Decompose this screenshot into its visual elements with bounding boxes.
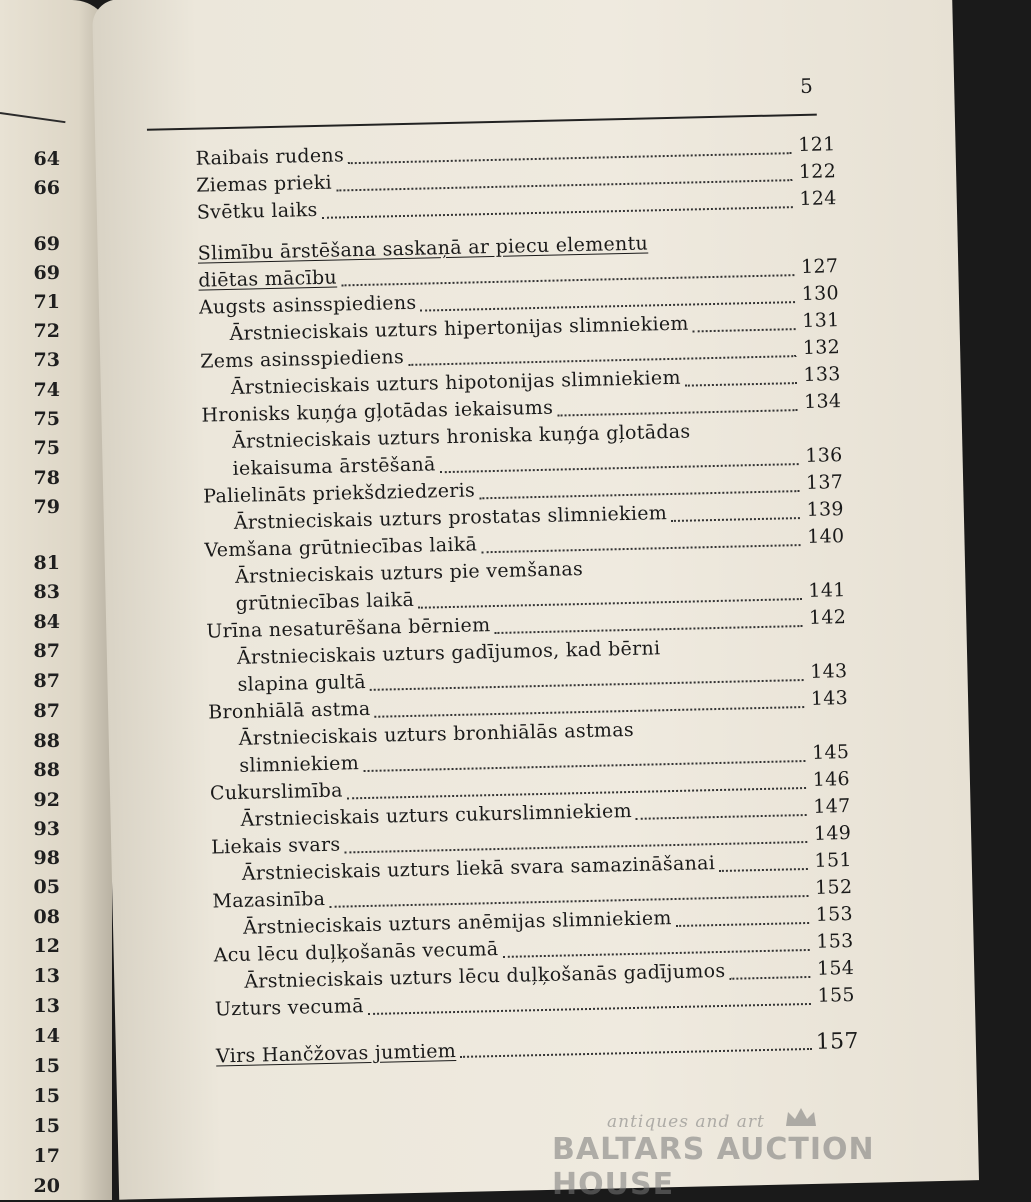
watermark-tagline: antiques and art <box>607 1112 765 1132</box>
dot-leader <box>495 624 803 634</box>
dot-leader <box>719 867 808 872</box>
toc-entry-title: diētas mācību <box>198 266 338 292</box>
toc-page-number: 122 <box>798 160 837 184</box>
toc-entry-title: grūtniecības laikā <box>235 588 415 615</box>
left-page-number: 87 <box>33 670 60 692</box>
toc-entry-title: Ārstnieciskais uzturs cukurslimniekiem <box>240 799 633 831</box>
toc-entry-title: Ārstnieciskais uzturs hipertonijas slimniekiem <box>229 312 689 345</box>
toc-page-number: 154 <box>816 956 855 980</box>
dot-leader <box>730 975 811 980</box>
dot-leader <box>481 543 800 553</box>
toc-entry-title: Ārstnieciskais uzturs liekā svara samazināšanai <box>241 852 716 885</box>
toc-page-number: 133 <box>803 363 841 386</box>
toc-entry-title: Mazasinība <box>212 887 326 913</box>
toc-entry-title: Zems asinsspiediens <box>199 346 405 373</box>
left-page-number: 73 <box>33 349 60 371</box>
toc-page-number: 124 <box>799 187 837 210</box>
toc-entry-title: Virs Hančžovas jumtiem <box>215 1040 457 1068</box>
toc-entry-title: Palielināts priekšdziedzeris <box>203 479 476 508</box>
toc-entry-title: Liekais svars <box>211 833 341 859</box>
toc-page-number: 141 <box>808 579 846 602</box>
toc-page-number: 155 <box>817 983 856 1007</box>
toc-page-number: 137 <box>805 471 844 494</box>
dot-leader <box>693 327 796 332</box>
toc-entry-title: iekaisuma ārstēšanā <box>232 453 436 480</box>
dot-leader <box>676 921 809 927</box>
toc-page-number: 139 <box>806 498 844 521</box>
left-page-number: 79 <box>33 496 60 518</box>
toc-entry-title: Ziemas prieki <box>195 171 333 197</box>
toc-entry-title: Ārstnieciskais uzturs hipotonijas slimniekiem <box>230 366 682 399</box>
left-page-number: 88 <box>33 759 60 781</box>
toc-page-number: 140 <box>806 525 845 548</box>
toc-entry-title: Svētku laiks <box>196 198 318 224</box>
dot-leader <box>440 462 799 473</box>
left-page-number: 64 <box>33 148 60 170</box>
left-page-number: 12 <box>33 935 60 957</box>
toc-entry-title: Ārstnieciskais uzturs lēcu duļķošanās gadījumos <box>244 959 726 993</box>
dot-leader <box>636 813 807 820</box>
toc-entry-title: Ārstnieciskais uzturs anēmijas slimniekiem <box>242 907 672 939</box>
left-page-number: 78 <box>33 467 60 489</box>
left-page-number: 20 <box>33 1175 60 1197</box>
toc-entry-title: Raibais rudens <box>195 144 345 170</box>
left-page-number: 93 <box>33 818 60 840</box>
toc-page-number: 151 <box>814 848 852 872</box>
header-rule <box>147 114 817 131</box>
left-page-number: 15 <box>33 1115 60 1137</box>
toc-page-number: 121 <box>798 133 836 157</box>
toc-entry-title: Ārstnieciskais uzturs gadījumos, kad bērni <box>236 637 661 669</box>
left-page-number: 13 <box>33 995 60 1017</box>
watermark-brand: BALTARS AUCTION HOUSE <box>552 1132 875 1202</box>
toc-entry-title: Hronisks kuņģa gļotādas iekaisums <box>201 396 554 427</box>
crown-icon <box>784 1106 818 1128</box>
toc-page-number: 136 <box>805 444 843 467</box>
left-page-number: 05 <box>33 876 60 898</box>
left-page-number: 75 <box>33 408 60 430</box>
toc-entry-title: Uzturs vecumā <box>214 995 365 1021</box>
toc-entry-title: slapina gultā <box>237 670 367 696</box>
left-page-number: 69 <box>33 262 60 284</box>
left-page-number: 84 <box>33 611 60 633</box>
toc-entry-title: Bronhiālā astma <box>207 697 371 724</box>
left-page-number: 14 <box>33 1025 60 1047</box>
toc-entry-title: Acu lēcu duļķošanās vecumā <box>213 938 499 967</box>
dot-leader <box>671 516 800 522</box>
toc-entry-title: Augsts asinsspiediens <box>198 291 417 319</box>
toc-page-number: 143 <box>810 687 849 710</box>
toc-entry-title: slimniekiem <box>239 752 360 777</box>
left-page-number: 98 <box>33 847 60 869</box>
page-number: 5 <box>799 73 814 98</box>
left-page-number: 15 <box>33 1085 60 1107</box>
left-page-number: 71 <box>33 291 60 313</box>
toc-page-number: 131 <box>802 309 840 332</box>
left-page-number: 87 <box>33 640 60 662</box>
left-page-number: 75 <box>33 437 60 459</box>
toc-page-number: 147 <box>813 795 851 818</box>
dot-leader <box>557 408 797 416</box>
toc-page-number: 142 <box>808 606 847 629</box>
toc-entry-title: Vemšana grūtniecības laikā <box>204 533 478 562</box>
toc-page-number: 149 <box>813 821 852 845</box>
table-of-contents <box>195 133 860 1070</box>
dot-leader <box>460 1047 812 1058</box>
dot-leader <box>418 597 802 609</box>
left-page-number: 15 <box>33 1055 60 1077</box>
toc-page-number: 130 <box>801 282 840 305</box>
toc-entry-title: Urīna nesaturēšana bērniem <box>206 614 491 643</box>
left-page-number: 13 <box>33 965 60 987</box>
left-page-number: 81 <box>33 552 60 574</box>
left-page-number: 17 <box>33 1145 60 1167</box>
left-page-number: 92 <box>33 789 60 811</box>
toc-entry-title: Ārstnieciskais uzturs hroniska kuņģa gļotādas <box>231 420 691 453</box>
toc-page-number: 153 <box>815 902 854 926</box>
toc-entry-title: Ārstnieciskais uzturs pie vemšanas <box>234 558 584 588</box>
toc-page-number: 134 <box>803 390 842 413</box>
toc-entry-title: Slimību ārstēšana saskaņā ar piecu elementu <box>197 232 649 265</box>
toc-page-number: 157 <box>815 1028 860 1055</box>
left-page-number: 83 <box>33 581 60 603</box>
toc-page-number: 127 <box>800 255 839 278</box>
left-page-number: 88 <box>33 730 60 752</box>
toc-page-number: 132 <box>802 336 841 359</box>
left-page-number: 08 <box>33 906 60 928</box>
toc-entry-title: Cukurslimība <box>209 779 343 805</box>
dot-leader <box>685 381 797 387</box>
watermark <box>552 1112 952 1202</box>
left-page-rule <box>0 112 65 123</box>
dot-leader <box>479 489 799 499</box>
left-page-number: 66 <box>33 177 60 199</box>
toc-page-number: 143 <box>810 660 848 683</box>
right-page <box>92 0 979 1200</box>
toc-page-number: 153 <box>816 929 854 953</box>
dot-leader <box>421 300 796 311</box>
left-page-number: 74 <box>33 379 60 401</box>
dot-leader <box>408 354 796 366</box>
dot-leader <box>503 948 810 958</box>
toc-page-number: 152 <box>814 875 853 899</box>
toc-entry-title: Ārstnieciskais uzturs bronhiālās astmas <box>238 718 635 750</box>
left-page-number: 87 <box>33 700 60 722</box>
toc-entry-title: Ārstnieciskais uzturs prostatas slimniekiem <box>233 502 668 534</box>
left-page-number: 72 <box>33 320 60 342</box>
left-page-number: 69 <box>33 233 60 255</box>
toc-page-number: 146 <box>812 768 851 791</box>
toc-page-number: 145 <box>811 741 850 764</box>
